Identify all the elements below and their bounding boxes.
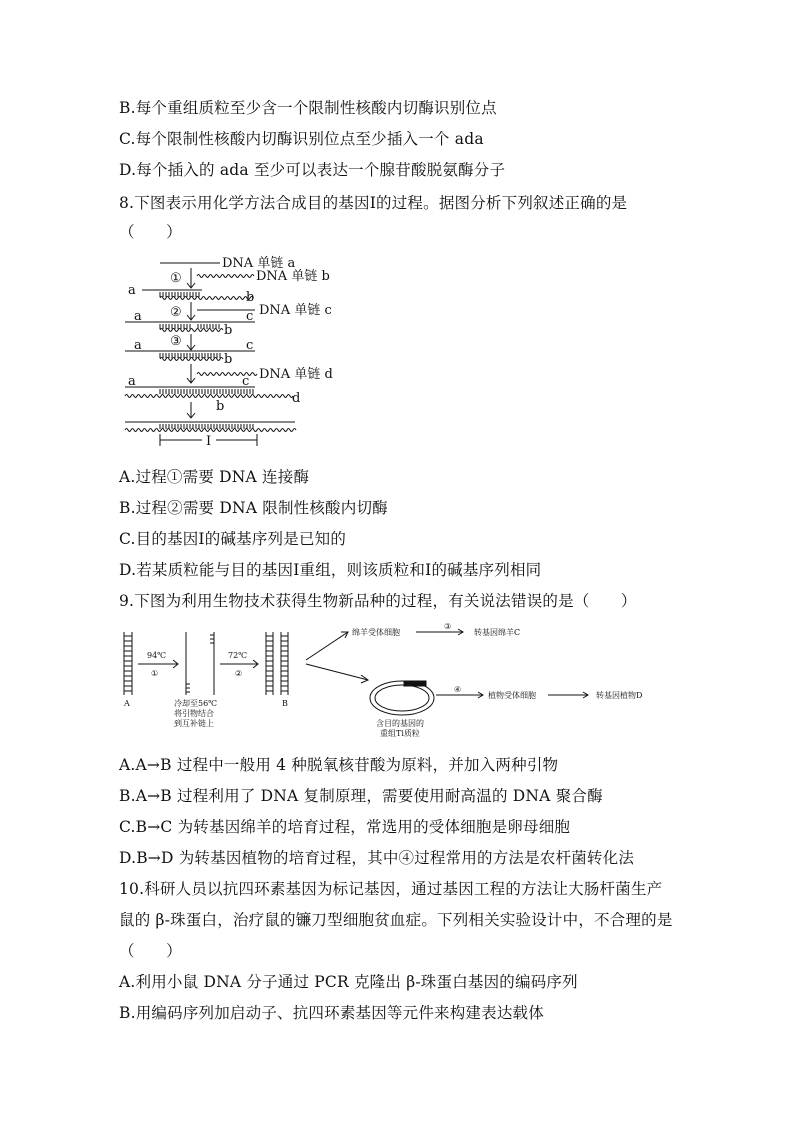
label-plant: 转基因植物D: [596, 691, 643, 700]
label-step3: ③: [444, 622, 452, 631]
q9-option-d: D.B→D 为转基因植物的培育过程，其中④过程常用的方法是农杆菌转化法: [119, 849, 635, 867]
label-a-row5: a: [128, 374, 136, 389]
label-c-row5: c: [242, 374, 250, 389]
label-A: A: [124, 699, 130, 708]
label-b-row3: b: [224, 323, 233, 338]
q9-option-c: C.B→C 为转基因绵羊的培育过程，常选用的受体细胞是卵母细胞: [119, 818, 571, 836]
label-plant-cell: 植物受体细胞: [488, 691, 536, 700]
step-1: ①: [170, 271, 182, 286]
label-B: B: [282, 699, 288, 708]
label-a-row3: a: [134, 309, 142, 324]
label-temp2: 72℃: [228, 651, 248, 660]
q8-option-d: D.若某质粒能与目的基因Ⅰ重组，则该质粒和Ⅰ的碱基序列相同: [119, 561, 542, 579]
label-step1: ①: [151, 669, 159, 678]
q8-answer-bracket: （ ）: [119, 223, 182, 241]
label-b-row5: b: [216, 399, 225, 414]
q8-option-a: A.过程①需要 DNA 连接酶: [119, 468, 310, 486]
label-a-row4: a: [134, 338, 142, 353]
label-chain-a: DNA 单链 a: [222, 256, 296, 271]
label-sheep: 转基因绵羊C: [474, 628, 521, 637]
q8-option-b: B.过程②需要 DNA 限制性核酸内切酶: [119, 499, 388, 517]
label-b-row4: b: [224, 352, 233, 367]
q9-stem: 9.下图为利用生物技术获得生物新品种的过程，有关说法错误的是（ ）: [119, 592, 637, 610]
q8-stem: 8.下图表示用化学方法合成目的基因Ⅰ的过程。据图分析下列叙述正确的是: [119, 194, 628, 212]
label-c-row3: c: [246, 309, 254, 324]
label-chain-b: DNA 单链 b: [256, 269, 330, 284]
label-anneal3: 到互补链上: [174, 719, 214, 728]
label-c-row4: c: [246, 338, 254, 353]
q10-option-a: A.利用小鼠 DNA 分子通过 PCR 克隆出 β-珠蛋白基因的编码序列: [119, 973, 578, 991]
label-b-row2: b: [246, 290, 255, 305]
label-anneal2: 将引物结合: [174, 709, 214, 718]
label-chain-c: DNA 单链 c: [259, 303, 332, 318]
label-temp1: 94℃: [147, 651, 167, 660]
q7-option-c: C.每个限制性核酸内切酶识别位点至少插入一个 ada: [119, 130, 484, 148]
gene-synthesis-figure: [120, 250, 380, 450]
q10-answer-bracket: （ ）: [119, 942, 182, 960]
label-chain-d: DNA 单链 d: [259, 367, 333, 382]
q9-option-b: B.A→B 过程利用了 DNA 复制原理，需要使用耐高温的 DNA 聚合酶: [119, 787, 603, 805]
label-sheep-cell: 绵羊受体细胞: [352, 628, 400, 637]
label-step4: ④: [454, 685, 462, 694]
q7-option-d: D.每个插入的 ada 至少可以表达一个腺苷酸脱氨酶分子: [119, 161, 506, 179]
label-anneal1: 冷却至56℃: [174, 699, 218, 708]
q10-stem-line1: 10.科研人员以抗四环素基因为标记基因，通过基因工程的方法让大肠杆菌生产: [119, 880, 663, 898]
label-step2: ②: [235, 669, 243, 678]
transgenic-process-figure: [118, 620, 718, 740]
q8-option-c: C.目的基因Ⅰ的碱基序列是已知的: [119, 530, 347, 548]
label-plasmid2: 重组Ti质粒: [380, 729, 420, 738]
q9-option-a: A.A→B 过程中一般用 4 种脱氧核苷酸为原料，并加入两种引物: [119, 756, 559, 774]
label-plasmid1: 含目的基因的: [376, 719, 424, 728]
q7-option-b: B.每个重组质粒至少含一个限制性核酸内切酶识别位点: [119, 99, 497, 117]
step-3: ③: [170, 334, 182, 349]
label-gene-i: I: [206, 434, 212, 449]
label-a-row2: a: [128, 283, 136, 298]
q10-option-b: B.用编码序列加启动子、抗四环素基因等元件来构建表达载体: [119, 1004, 544, 1022]
label-d-row5: d: [292, 391, 301, 406]
step-2: ②: [170, 305, 182, 320]
q10-stem-line2: 鼠的 β-珠蛋白，治疗鼠的镰刀型细胞贫血症。下列相关实验设计中，不合理的是: [119, 911, 673, 929]
